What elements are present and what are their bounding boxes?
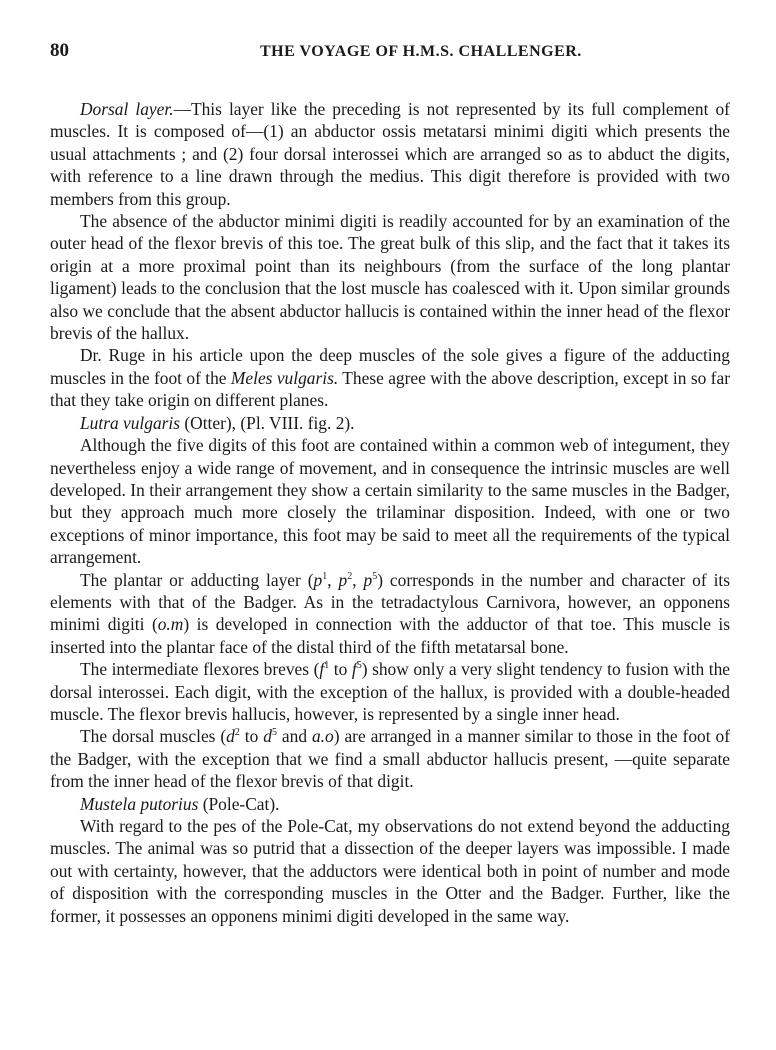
heading-lutra: Lutra vulgaris (Otter), (Pl. VIII. fig. 2). xyxy=(80,412,355,433)
paragraph-dorsal-muscles: The dorsal muscles ($d^2$ to $d^5$ and a.o) are arranged in a manner similar to those in the foot of the Badger, with the exception that we find a small abductor hallucis present, —quite separate from the inner head of the flexor brevis of that digit. xyxy=(50,726,730,792)
paragraph-otter-foot xyxy=(50,434,730,568)
paragraph-dorsal-layer xyxy=(50,98,730,210)
page xyxy=(50,40,730,927)
page-number: 80 xyxy=(50,40,69,61)
running-title: THE VOYAGE OF H.M.S. CHALLENGER. xyxy=(260,43,582,60)
section-lead: Dorsal layer. xyxy=(80,99,174,119)
species-name: Meles vulgaris. xyxy=(230,367,339,388)
paragraph-ruge: Dr. Ruge in his article upon the deep muscles of the sole gives a figure of the adducting muscles in the foot of the Meles vulgaris. These agree with the above description, except in so far that they take origin on different planes. xyxy=(50,345,730,411)
paragraph-pole-cat xyxy=(50,815,730,927)
paragraph-text: Although the five digits of this foot are contained within a common web of integument, they nevertheless enjoy a wide range of movement, and in consequence the intrinsic muscles are well developed. In their arrangement they show a certain similarity to the same muscles in the Badger, but they approach much more closely the trilaminar disposition. Indeed, with one or two exceptions of minor importance, this foot may be said to meet all the requirements of the typical arrangement. xyxy=(50,435,730,568)
page-header xyxy=(50,40,730,70)
paragraph-abductor-absence xyxy=(50,210,730,344)
species-name: Lutra vulgaris xyxy=(80,412,181,433)
paragraph-plantar-layer: The plantar or adducting layer ($p^1$, $p^2$, $p^5$) corresponds in the number and character of its elements with that of the Badger. As in the tetradactylous Carnivora, however, an opponens minimi digiti (o.m) is developed in connection with the adductor of that toe. This muscle is inserted into the plantar face of the distal third of the fifth metatarsal bone. xyxy=(50,569,731,657)
paragraph-text: —This layer like the preceding is not represented by its full complement of muscles. It is composed of—(1) an abductor ossis metatarsi minimi digiti which presents the usual attachments ; and (2) four dorsal interossei which are arranged so as to abduct the digits, with reference to a line drawn through the medius. This digit therefore is provided with two members from this group. xyxy=(50,99,730,209)
paragraph-text: With regard to the pes of the Pole-Cat, my observations do not extend beyond the adducting muscles. The animal was so putrid that a dissection of the deeper layers was impossible. I made out with certainty, however, that the adductors were identical both in point of number and mode of disposition with the corresponding muscles in the Otter and the Badger. Further, like the former, it possesses an opponens minimi digiti developed in the same way. xyxy=(50,816,730,926)
species-name: Mustela putorius xyxy=(80,793,199,814)
heading-mustela: Mustela putorius (Pole-Cat). xyxy=(80,793,280,814)
paragraph-flexores-breves: The intermediate flexores breves ($f^1$ to $f^5$) show only a very slight tendency to fusion with the dorsal interossei. Each digit, with the exception of the hallux, is provided with a double-headed muscle. The flexor brevis hallucis, however, is represented by a single inner head. xyxy=(50,659,730,724)
paragraph-text: The absence of the abductor minimi digiti is readily accounted for by an examination of the outer head of the flexor brevis of this toe. The great bulk of this slip, and the fact that it takes its origin at a more proximal point than its neighbours (from the surface of the long plantar ligament) leads to the conclusion that the lost muscle has coalesced with it. Upon similar grounds also we conclude that the absent abductor hallucis is contained within the inner head of the flexor brevis of the hallux. xyxy=(50,211,730,344)
